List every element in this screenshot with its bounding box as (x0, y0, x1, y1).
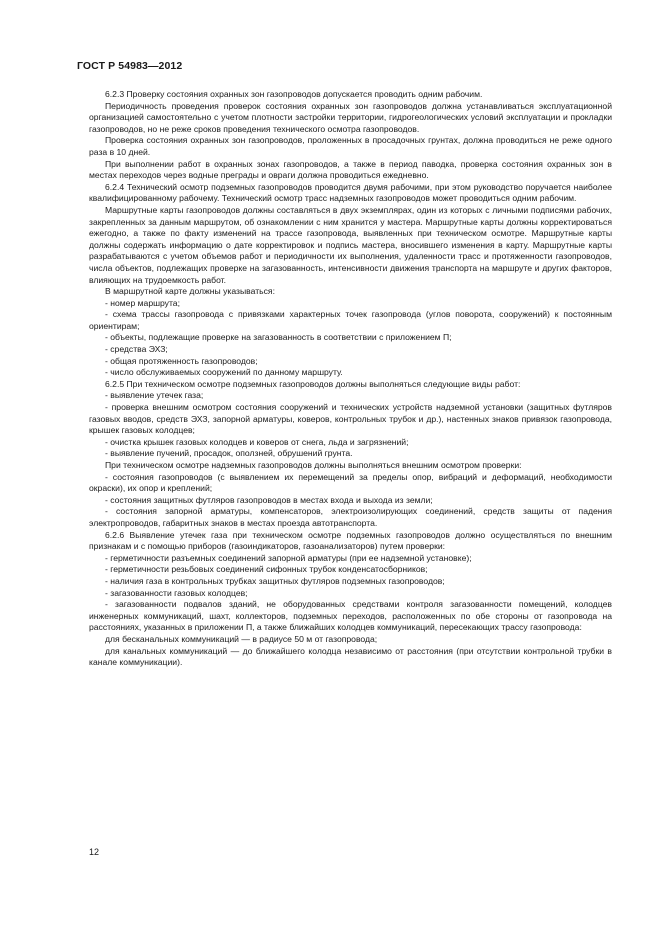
paragraph: - состояния запорной арматуры, компенсаторов, электроизолирующих соединений, средств защиты от падения электропроводов, габаритных знаков в местах проезда автотранспорта. (89, 506, 612, 528)
standard-header: ГОСТ Р 54983—2012 (77, 60, 183, 72)
paragraph: При техническом осмотре надземных газопроводов должны выполняться внешним осмотром проверки: (105, 460, 522, 470)
paragraph: В маршрутной карте должны указываться: (105, 286, 275, 297)
paragraph: - выявление пучений, просадок, оползней, обрушений грунта. (105, 448, 353, 459)
paragraph: - средства ЭХЗ; (105, 344, 168, 355)
paragraph: Проверка состояния охранных зон газопроводов, проложенных в просадочных грунтах, должна проводиться не реже одного раза в 10 дней. (89, 135, 612, 157)
paragraph: - герметичности разъемных соединений запорной арматуры (при ее надземной установке); (105, 552, 472, 563)
paragraph: 6.2.6 Выявление утечек газа при техническом осмотре подземных газопроводов должно осуществляться по внешним признакам и с помощью приборов (газоиндикаторов, газоанализаторов) путем проверки: (89, 529, 612, 552)
paragraph: - герметичности резьбовых соединений сифонных трубок конденсатосборников; (105, 564, 428, 575)
paragraph: - номер маршрута; (105, 297, 180, 308)
paragraph: для канальных коммуникаций — до ближайшего колодца независимо от расстояния (при отсутствии контрольной трубки в канале коммуникации). (89, 645, 612, 668)
paragraph: Периодичность проведения проверок состояния охранных зон газопроводов должна устанавливаться эксплуатационной организацией самостоятельно с учетом плотности застройки территории, гидрогеологических условий эксплуатации и прокладки газопроводов, но не реже сроков проведения технического осмотра газопроводов. (89, 100, 612, 134)
paragraph: - число обслуживаемых сооружений по данному маршруту. (105, 367, 343, 378)
paragraph: - загазованности газовых колодцев; (105, 587, 248, 598)
paragraph: 6.2.3 Проверку состояния охранных зон газопроводов допускается проводить одним рабочим. (105, 89, 483, 99)
paragraph: - состояния защитных футляров газопроводов в местах входа и выхода из земли; (105, 494, 433, 505)
paragraph: - очистка крышек газовых колодцев и коверов от снега, льда и загрязнений; (105, 436, 409, 447)
paragraph: - проверка внешним осмотром состояния сооружений и технических устройств надземной установки (защитных футляров газовых вводов, средств ЭХЗ, запорной арматуры, коверов, контрольных трубок и др.), настенных знаков привязок газопровода, крышек газовых колодцев; (89, 402, 612, 436)
paragraph: 6.2.4 Технический осмотр подземных газопроводов проводится двумя рабочими, при этом руководство поручается наиболее квалифицированному рабочему. Технический осмотр трасс надземных газопроводов может проводиться одним рабочим. (89, 181, 612, 204)
paragraph: для бесканальных коммуникаций — в радиусе 50 м от газопровода; (105, 633, 378, 644)
paragraph: - объекты, подлежащие проверке на загазованность в соответствии с приложением П; (105, 332, 452, 343)
paragraph: - наличия газа в контрольных трубках защитных футляров подземных газопроводов; (105, 575, 445, 586)
paragraph: - загазованности подвалов зданий, не оборудованных средствами контроля загазованности помещений, колодцев инженерных коммуникаций, шахт, коллекторов, подземных переходов, расположенных по обе стороны от газопровода на расстояниях, указанных в приложении П, а также ближайших колодцев коммуникаций, пересекающих трассу газопровода: (89, 599, 612, 633)
paragraph: Маршрутные карты газопроводов должны составляться в двух экземплярах, один из которых с личными подписями рабочих, закрепленных за данным маршрутом, об ознакомлении с ним хранится у мастера. Маршрутные карты должны корректироваться ежегодно, а также по факту изменений на трассе газопровода, выявленных при техническом осмотре. Маршрутные карты должны содержать информацию о дате корректировок и подпись мастера, вносившего изменения в карту. Маршрутные карты разрабатываются с учетом объемов работ и периодичности их выполнения, удаленности трасс и протяженности газопроводов, числа объектов, подлежащих проверке на загазованность, интенсивности движения транспорта на маршруте и других факторов, влияющих на трудоемкость работ. (89, 204, 612, 285)
paragraph: 6.2.5 При техническом осмотре подземных газопроводов должны выполняться следующие виды работ: (105, 378, 521, 389)
paragraph: - схема трассы газопровода с привязками характерных точек газопровода (углов поворота, сооружений) к постоянным ориентирам; (89, 309, 612, 331)
paragraph: - выявление утечек газа; (105, 390, 204, 401)
page-number: 12 (89, 847, 100, 857)
paragraph: - состояния газопроводов (с выявлением их перемещений за пределы опор, вибраций и деформаций, необходимости окраски), их опор и креплений; (89, 471, 612, 494)
paragraph: При выполнении работ в охранных зонах газопроводов, а также в период паводка, проверка состояния охранных зон в местах переходов через водные преграды и овраги должна проводиться ежедневно. (89, 158, 612, 181)
paragraph: - общая протяженность газопроводов; (105, 355, 258, 366)
document-body (89, 89, 612, 669)
